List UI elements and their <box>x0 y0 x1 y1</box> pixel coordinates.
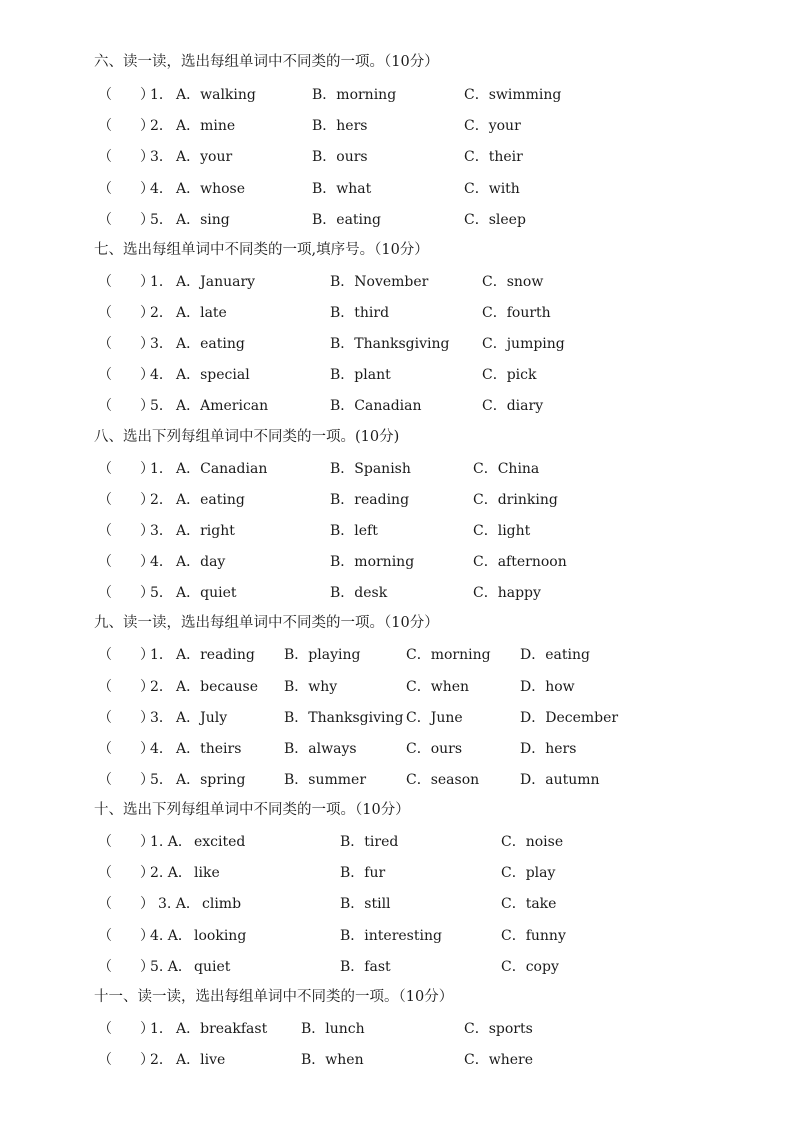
question-number: 4. A． <box>150 928 192 944</box>
option-a-word: looking <box>194 928 247 944</box>
answer-blank[interactable]: （ ） <box>98 492 154 508</box>
question-number: 1． <box>150 87 173 103</box>
option-b: B．plant <box>330 367 391 383</box>
option-c: C．season <box>406 772 480 788</box>
question-number: 1． <box>150 647 173 663</box>
answer-blank[interactable]: （ ） <box>98 149 154 165</box>
question-number: 3． <box>150 149 173 165</box>
option-b: B．desk <box>330 585 388 601</box>
question-number: 5． <box>150 398 173 414</box>
option-c: C．funny <box>501 928 566 944</box>
question-number: 2． <box>150 305 173 321</box>
option-b: B．playing <box>284 647 361 663</box>
option-c: C．morning <box>406 647 491 663</box>
question-number: 5． <box>150 585 173 601</box>
option-c: C．your <box>464 118 521 134</box>
option-b: B．what <box>312 181 372 197</box>
option-b: B．fast <box>340 959 391 975</box>
option-a: A．American <box>176 398 269 414</box>
question-number: 4． <box>150 741 173 757</box>
answer-blank[interactable]: （ ） <box>98 1052 154 1068</box>
question-number: 5． <box>150 772 173 788</box>
answer-blank[interactable]: （ ） <box>98 554 154 570</box>
answer-blank[interactable]: （ ） <box>98 87 154 103</box>
option-c: C．where <box>464 1052 533 1068</box>
question-number: 4． <box>150 181 173 197</box>
answer-blank[interactable]: （ ） <box>98 865 154 881</box>
answer-blank[interactable]: （ ） <box>98 461 154 477</box>
option-c: C．ours <box>406 741 463 757</box>
answer-blank[interactable]: （ ） <box>98 585 154 601</box>
option-a: A．reading <box>176 647 255 663</box>
option-c: C．pick <box>482 367 537 383</box>
option-c: C．China <box>473 461 540 477</box>
option-b: B．Thanksgiving <box>330 336 450 352</box>
question-number: 3． <box>150 710 173 726</box>
option-b: B．hers <box>312 118 368 134</box>
answer-blank[interactable]: （ ） <box>98 367 154 383</box>
answer-blank[interactable]: （ ） <box>98 959 154 975</box>
option-b: B．lunch <box>301 1021 365 1037</box>
option-b: B．morning <box>330 554 415 570</box>
answer-blank[interactable]: （ ） <box>98 928 154 944</box>
question-number: 1． <box>150 1021 173 1037</box>
answer-blank[interactable]: （ ） <box>98 896 154 912</box>
answer-blank[interactable]: （ ） <box>98 305 154 321</box>
option-b: B．third <box>330 305 390 321</box>
option-a: A．right <box>176 523 235 539</box>
answer-blank[interactable]: （ ） <box>98 834 154 850</box>
option-d: D．eating <box>520 647 590 663</box>
answer-blank[interactable]: （ ） <box>98 647 154 663</box>
option-a: A．breakfast <box>176 1021 268 1037</box>
option-b: B．always <box>284 741 357 757</box>
answer-blank[interactable]: （ ） <box>98 741 154 757</box>
option-b: B．left <box>330 523 378 539</box>
option-a: A．special <box>176 367 250 383</box>
option-b: B．tired <box>340 834 399 850</box>
option-a: A．eating <box>176 492 245 508</box>
option-c: C．sports <box>464 1021 533 1037</box>
question-number: 2． <box>150 679 173 695</box>
option-a-word: excited <box>194 834 246 850</box>
option-a: A．your <box>176 149 233 165</box>
answer-blank[interactable]: （ ） <box>98 118 154 134</box>
question-number: 1． <box>150 461 173 477</box>
option-d: D．autumn <box>520 772 600 788</box>
option-c: C．noise <box>501 834 564 850</box>
question-number: 2． <box>150 492 173 508</box>
option-a-word: like <box>194 865 220 881</box>
section-title: 六、读一读，选出每组单词中不同类的一项。（10分） <box>94 54 439 70</box>
option-b: B．summer <box>284 772 367 788</box>
option-a: A．whose <box>176 181 246 197</box>
option-c: C．with <box>464 181 520 197</box>
option-c: C．light <box>473 523 531 539</box>
option-a: A．walking <box>176 87 256 103</box>
question-number: 3. A． <box>158 896 200 912</box>
question-number: 1. A． <box>150 834 192 850</box>
option-c: C．their <box>464 149 523 165</box>
option-c: C．sleep <box>464 212 526 228</box>
option-a: A．mine <box>176 118 236 134</box>
option-b: B．Spanish <box>330 461 411 477</box>
section-title: 九、读一读，选出每组单词中不同类的一项。（10分） <box>94 615 439 631</box>
question-number: 4． <box>150 554 173 570</box>
option-b: B．ours <box>312 149 368 165</box>
answer-blank[interactable]: （ ） <box>98 336 154 352</box>
option-b: B．still <box>340 896 391 912</box>
option-b: B．Thanksgiving <box>284 710 404 726</box>
section-title: 十一、读一读，选出每组单词中不同类的一项。（10分） <box>94 989 454 1005</box>
option-b: B．Canadian <box>330 398 422 414</box>
option-a: A．sing <box>176 212 230 228</box>
option-a: A．theirs <box>176 741 242 757</box>
question-number: 5． <box>150 212 173 228</box>
question-number: 1． <box>150 274 173 290</box>
option-a: A．quiet <box>176 585 237 601</box>
answer-blank[interactable]: （ ） <box>98 523 154 539</box>
answer-blank[interactable]: （ ） <box>98 212 154 228</box>
question-number: 4． <box>150 367 173 383</box>
answer-blank[interactable]: （ ） <box>98 274 154 290</box>
option-a-word: quiet <box>194 959 231 975</box>
option-a: A．January <box>176 274 256 290</box>
option-d: D．December <box>520 710 619 726</box>
option-a: A．live <box>176 1052 226 1068</box>
option-a: A．spring <box>176 772 246 788</box>
section-title: 八、选出下列每组单词中不同类的一项。(10分) <box>94 429 400 445</box>
option-b: B．reading <box>330 492 410 508</box>
option-c: C．fourth <box>482 305 551 321</box>
option-c: C．June <box>406 710 463 726</box>
option-b: B．fur <box>340 865 386 881</box>
option-c: C．take <box>501 896 557 912</box>
option-d: D．how <box>520 679 575 695</box>
option-c: C．snow <box>482 274 544 290</box>
option-c: C．happy <box>473 585 541 601</box>
option-a: A．eating <box>176 336 245 352</box>
option-c: C．diary <box>482 398 544 414</box>
answer-blank[interactable]: （ ） <box>98 1021 154 1037</box>
option-b: B．interesting <box>340 928 442 944</box>
option-c: C．drinking <box>473 492 558 508</box>
option-c: C．play <box>501 865 556 881</box>
option-b: B．why <box>284 679 338 695</box>
section-title: 七、选出每组单词中不同类的一项,填序号。（10分） <box>94 242 429 258</box>
answer-blank[interactable]: （ ） <box>98 181 154 197</box>
question-number: 2. A． <box>150 865 192 881</box>
section-title: 十、选出下列每组单词中不同类的一项。（10分） <box>94 802 410 818</box>
option-b: B．when <box>301 1052 364 1068</box>
option-b: B．morning <box>312 87 397 103</box>
option-a-word: climb <box>202 896 242 912</box>
answer-blank[interactable]: （ ） <box>98 679 154 695</box>
answer-blank[interactable]: （ ） <box>98 710 154 726</box>
option-a: A．because <box>176 679 259 695</box>
option-c: C．when <box>406 679 470 695</box>
option-b: B．November <box>330 274 429 290</box>
question-number: 2． <box>150 118 173 134</box>
option-a: A．day <box>176 554 226 570</box>
option-c: C．afternoon <box>473 554 567 570</box>
question-number: 3． <box>150 523 173 539</box>
answer-blank[interactable]: （ ） <box>98 398 154 414</box>
option-c: C．swimming <box>464 87 562 103</box>
option-a: A．July <box>176 710 228 726</box>
option-a: A．Canadian <box>176 461 268 477</box>
question-number: 3． <box>150 336 173 352</box>
option-c: C．jumping <box>482 336 565 352</box>
option-b: B．eating <box>312 212 382 228</box>
option-d: D．hers <box>520 741 577 757</box>
answer-blank[interactable]: （ ） <box>98 772 154 788</box>
option-c: C．copy <box>501 959 559 975</box>
question-number: 2． <box>150 1052 173 1068</box>
option-a: A．late <box>176 305 227 321</box>
question-number: 5. A． <box>150 959 192 975</box>
